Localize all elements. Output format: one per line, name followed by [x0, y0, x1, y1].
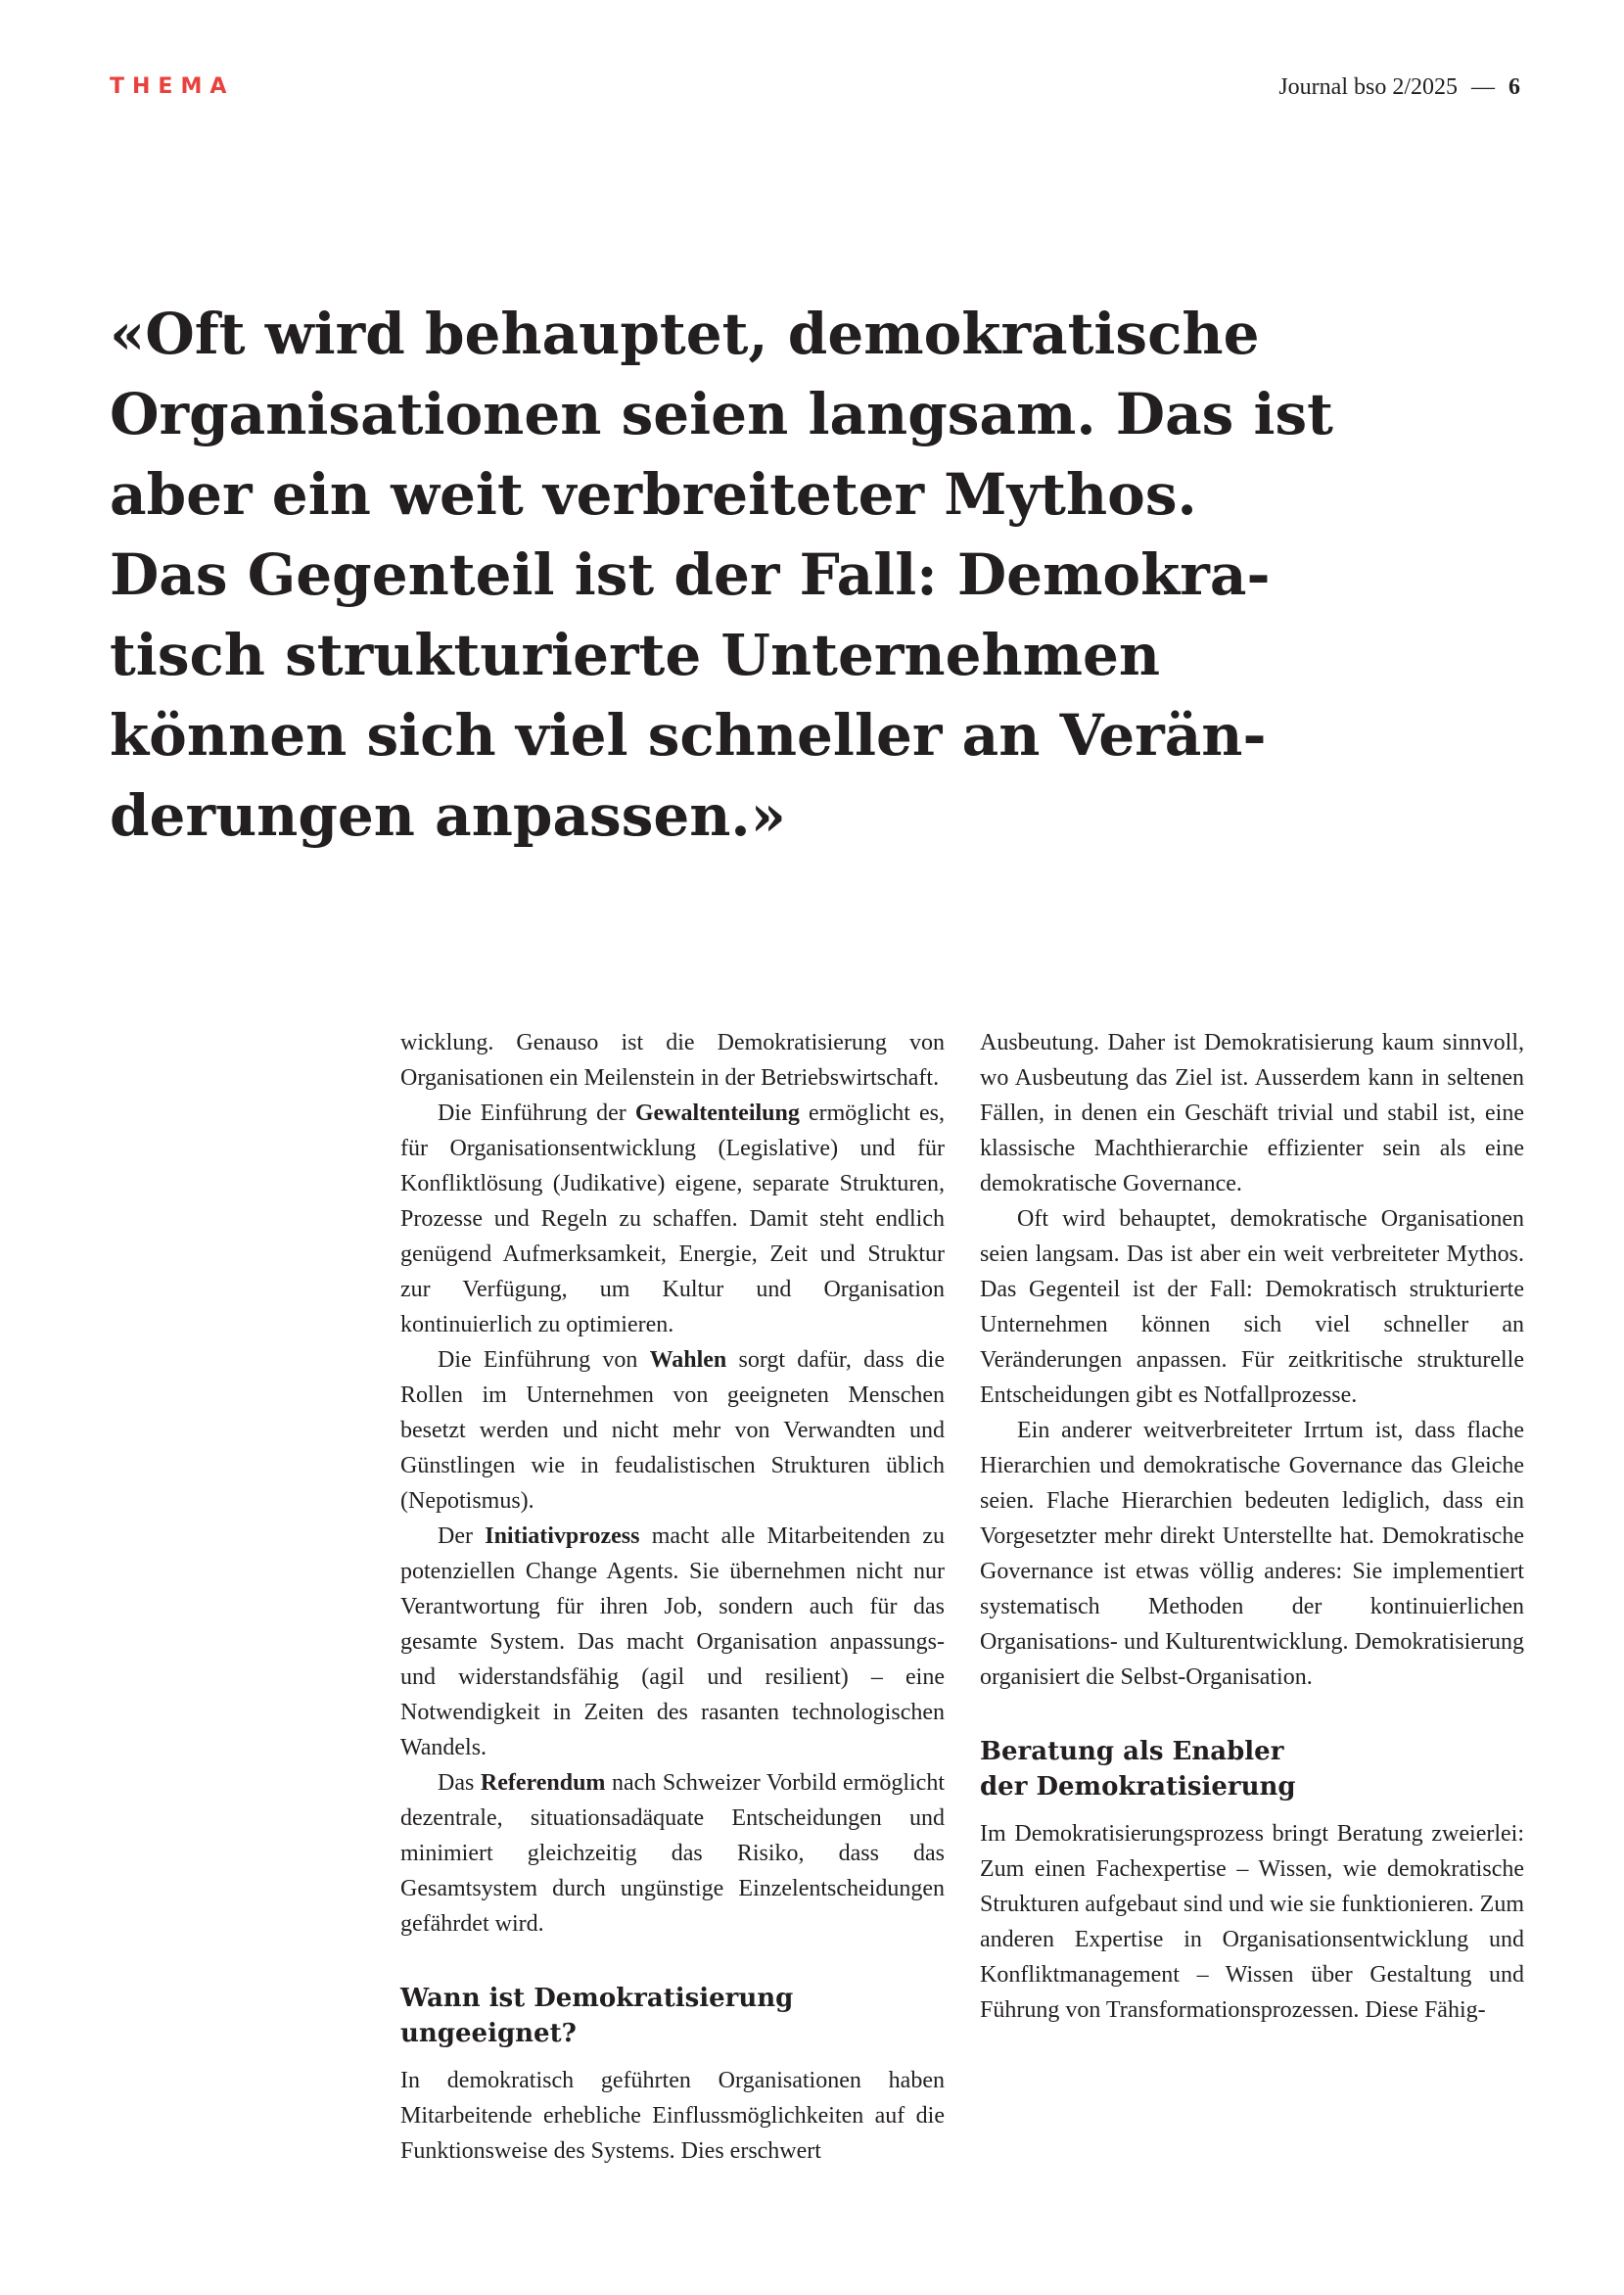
paragraph-text: Das	[438, 1770, 481, 1796]
bold-term: Initiativprozess	[485, 1523, 640, 1549]
pull-quote	[110, 294, 1333, 856]
section-heading	[980, 1734, 1524, 1804]
paragraph-text: Die Einführung der	[438, 1101, 635, 1126]
paragraph	[400, 1096, 945, 1342]
paragraph	[400, 1342, 945, 1519]
pull-quote-line: Das Gegenteil ist der Fall: Demokra-	[110, 541, 1271, 608]
paragraph	[400, 1765, 945, 1942]
paragraph: Ausbeutung. Daher ist Demokratisierung kaum sinnvoll, wo Ausbeutung das Ziel ist. Ausserdem kann in seltenen Fällen, in denen ein Geschäft trivial und stabil ist, eine klassische Machthierarchie effizienter sein als eine demokratische Governance.	[980, 1030, 1524, 1196]
pull-quote-line: derungen anpassen.»	[110, 782, 786, 849]
bold-term: Wahlen	[649, 1347, 727, 1373]
pull-quote-line: tisch strukturierte Unternehmen	[110, 622, 1161, 688]
pull-quote-line: Organisationen seien langsam. Das ist	[110, 381, 1333, 447]
journal-issue: Journal bso 2/2025	[1278, 74, 1458, 100]
paragraph-text: macht alle Mitarbeitenden zu potenziellen Change Agents. Sie übernehmen nicht nur Verantwortung für ihren Job, sondern auch für das gesamte System. Das macht Organisation anpassungs- und widerstandsfähig (agil und resilient) – eine Notwendigkeit in Zeiten des rasanten technologischen Wandels.	[400, 1523, 946, 1760]
paragraph: Ein anderer weitverbreiteter Irrtum ist, dass flache Hierarchien und demokratische Governance das Gleiche seien. Flache Hierarchien bedeuten lediglich, dass ein Vorgesetzter mehr direkt Unterstellte hat. Demokratische Governance ist etwas völlig anderes: Sie implementiert systematisch Methoden der kontinuierlichen Organisations- und Kulturentwicklung. Demokratisierung organisiert die Selbst-Organisation.	[980, 1418, 1524, 1690]
heading-line: der Demokratisierung	[980, 1772, 1296, 1802]
paragraph: Im Demokratisierungsprozess bringt Beratung zweierlei: Zum einen Fachexpertise – Wissen, wie demokratische Strukturen aufgebaut sind und wie sie funktionieren. Zum anderen Expertise in Organisationsentwicklung und Konfliktmanagement – Wissen über Gestaltung und Führung von Transformationsprozessen. Diese Fähig-	[980, 1821, 1524, 2023]
section-heading: Wann ist Demokratisierung ungeeignet?	[400, 1984, 794, 2048]
body-column-right	[980, 1025, 1524, 2028]
paragraph-text: sorgt dafür, dass die Rollen im Unternehmen von geeigneten Menschen besetzt werden und nicht mehr von Verwandten und Günstlingen wie in feudalistischen Strukturen üblich (Nepotismus).	[400, 1347, 945, 1514]
pull-quote-line: aber ein weit verbreiteter Mythos.	[110, 461, 1197, 528]
bold-term: Referendum	[480, 1770, 606, 1796]
body-column-left	[400, 1025, 945, 2169]
paragraph-text: ermöglicht es, für Organisationsentwicklung (Legislative) und für Konfliktlösung (Judikative) eigene, separate Strukturen, Prozesse und Regeln zu schaffen. Damit steht endlich genügend Aufmerksamkeit, Energie, Zeit und Struktur zur Verfügung, um Kultur und Organisation kontinuierlich zu optimieren.	[400, 1101, 946, 1337]
header-separator: —	[1471, 74, 1495, 100]
pull-quote-line: «Oft wird behauptet, demokratische	[110, 301, 1260, 367]
paragraph: In demokratisch geführten Organisationen haben Mitarbeitende erhebliche Einflussmöglichkeiten auf die Funktionsweise des Systems. Dies erschwert	[400, 2068, 945, 2164]
paragraph-text: nach Schweizer Vorbild ermöglicht dezentrale, situationsadäquate Entscheidungen und minimiert gleichzeitig das Risiko, dass das Gesamtsystem durch ungünstige Einzelentscheidungen gefährdet wird.	[400, 1770, 946, 1937]
paragraph-text: Die Einführung von	[438, 1347, 650, 1373]
bold-term: Gewaltenteilung	[634, 1101, 800, 1126]
pull-quote-line: können sich viel schneller an Verän-	[110, 702, 1267, 769]
section-label: THEMA	[110, 74, 235, 99]
paragraph	[400, 1519, 945, 1765]
paragraph: wicklung. Genauso ist die Demokratisierung von Organisationen ein Meilenstein in der Betriebswirtschaft.	[400, 1030, 945, 1091]
heading-line: Beratung als Enabler	[980, 1737, 1284, 1766]
paragraph: Oft wird behauptet, demokratische Organisationen seien langsam. Das ist aber ein weit verbreiteter Mythos. Das Gegenteil ist der Fall: Demokratisch strukturierte Unternehmen können sich viel schneller an Veränderungen anpassen. Für zeitkritische strukturelle Entscheidungen gibt es Notfallprozesse.	[980, 1206, 1524, 1408]
running-header	[1278, 74, 1520, 101]
page-number: 6	[1508, 74, 1520, 100]
paragraph-text: Der	[438, 1523, 486, 1549]
